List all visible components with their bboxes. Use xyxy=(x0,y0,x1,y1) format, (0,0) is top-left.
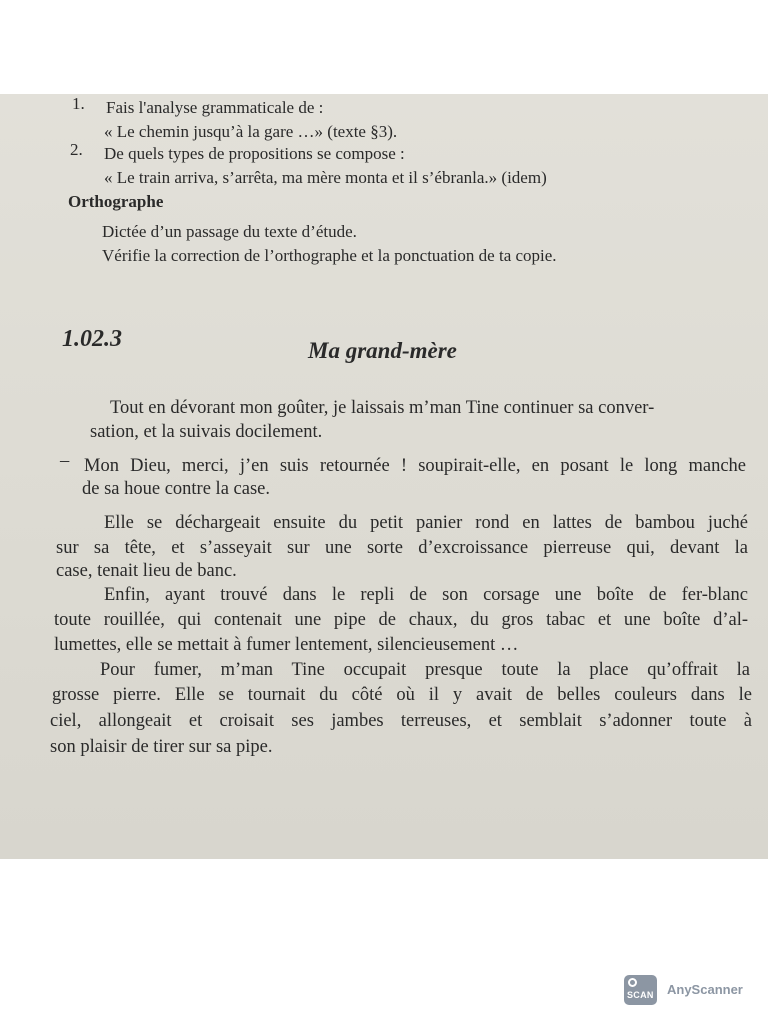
dialogue-dash: – xyxy=(60,451,70,471)
brand-name: AnyScanner xyxy=(667,982,743,997)
logo-text: SCAN xyxy=(627,990,654,1000)
exercise-1-text: Fais l'analyse grammaticale de : xyxy=(106,98,324,117)
paragraph-1-line-1: Tout en dévorant mon goûter, je laissais m’man Tine continuer sa conver- xyxy=(110,398,655,418)
paragraph-5-line-4: son plaisir de tirer sur sa pipe. xyxy=(50,737,273,757)
paragraph-4-line-3: lumettes, elle se mettait à fumer lentement, silencieusement … xyxy=(54,635,519,655)
paragraph-4-line-2: toute rouillée, qui contenait une pipe de chaux, du gros tabac et une boîte d’al- xyxy=(54,610,748,630)
scanned-page xyxy=(0,94,768,859)
paragraph-2-line-2: de sa houe contre la case. xyxy=(82,479,270,499)
section-number: 1.02.3 xyxy=(62,326,122,352)
paragraph-4-line-1: Enfin, ayant trouvé dans le repli de son corsage une boîte de fer-blanc xyxy=(104,585,748,605)
paragraph-5-line-3: ciel, allongeait et croisait ses jambes terreuses, et semblait s’adonner toute à xyxy=(50,711,752,731)
orthographe-line-1: Dictée d’un passage du texte d’étude. xyxy=(102,222,357,241)
paragraph-5-line-1: Pour fumer, m’man Tine occupait presque toute la place qu’offrait la xyxy=(100,660,750,680)
exercise-2-number: 2. xyxy=(70,140,83,159)
camera-lens-icon xyxy=(624,975,657,1005)
orthographe-heading: Orthographe xyxy=(68,192,164,211)
exercise-2-quote: « Le train arriva, s’arrêta, ma mère monta et il s’ébranla.» (idem) xyxy=(104,168,547,187)
paragraph-1-line-2: sation, et la suivais docilement. xyxy=(90,422,323,442)
paragraph-5-line-2: grosse pierre. Elle se tournait du côté où il y avait de belles couleurs dans le xyxy=(52,685,752,705)
paragraph-3-line-1: Elle se déchargeait ensuite du petit panier rond en lattes de bambou juché xyxy=(104,513,748,533)
exercise-1-quote: « Le chemin jusqu’à la gare …» (texte §3). xyxy=(104,122,398,141)
orthographe-line-2: Vérifie la correction de l’orthographe et la ponctuation de ta copie. xyxy=(102,246,557,265)
paragraph-3-line-2: sur sa tête, et s’asseyait sur une sorte d’excroissance pierreuse qui, devant la xyxy=(56,538,748,558)
paragraph-3-line-3: case, tenait lieu de banc. xyxy=(56,561,237,581)
scanner-watermark xyxy=(624,975,754,1005)
exercise-1-number: 1. xyxy=(72,94,85,113)
paragraph-2-line-1: Mon Dieu, merci, j’en suis retournée ! soupirait-elle, en posant le long manche xyxy=(84,456,746,476)
section-title: Ma grand-mère xyxy=(308,338,457,363)
exercise-2-text: De quels types de propositions se compose : xyxy=(104,144,405,163)
